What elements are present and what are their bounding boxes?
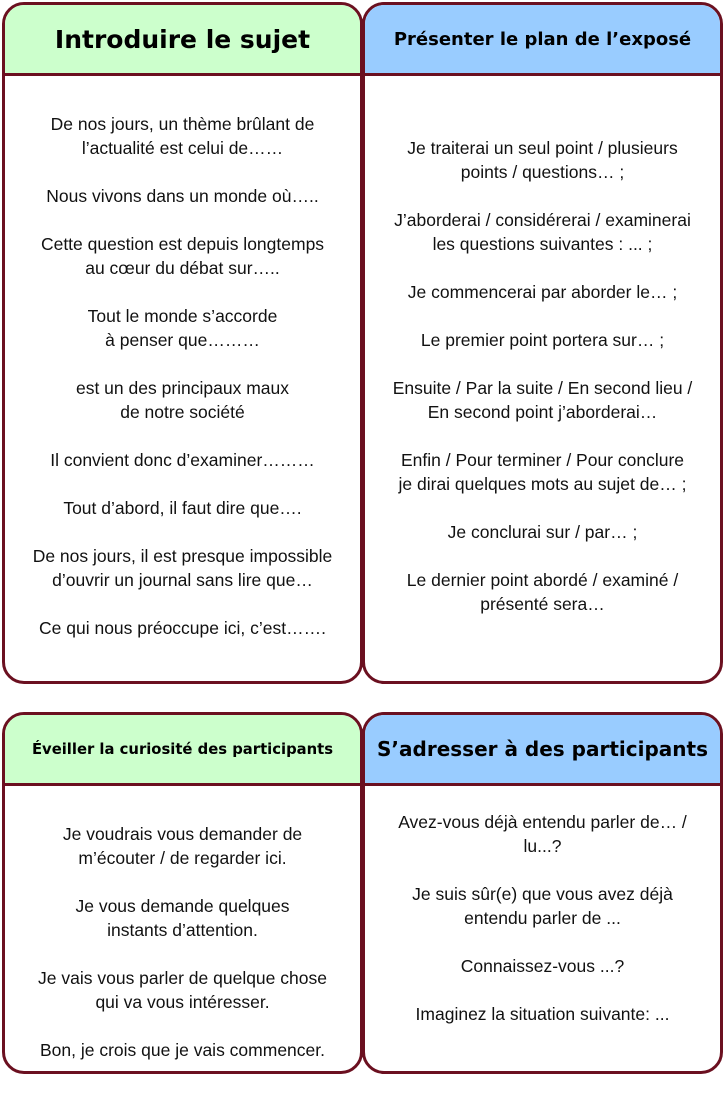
phrase-item: Bon, je crois que je vais commencer.	[40, 1040, 325, 1060]
phrase-item: Je conclurai sur / par… ;	[447, 522, 638, 542]
card-title: Introduire le sujet	[5, 5, 360, 76]
card-title: Éveiller la curiosité des participants	[5, 715, 360, 786]
phrase-item: Connaissez-vous ...?	[460, 956, 625, 976]
phrase-item: est un des principaux maux de notre société	[75, 378, 290, 422]
phrase-item: De nos jours, un thème brûlant de l’actualité est celui de……	[50, 114, 315, 158]
phrase-list	[365, 786, 720, 1071]
card-presenter-le-plan	[362, 2, 723, 684]
phrase-item: Avez-vous déjà entendu parler de… / lu...?	[398, 812, 687, 856]
phrase-item: Je vous demande quelques instants d’attention.	[75, 896, 290, 940]
phrase-item: Je commencerai par aborder le… ;	[407, 282, 678, 302]
phrase-item: Nous vivons dans un monde où…..	[46, 186, 319, 206]
card-s-adresser-aux-participants	[362, 712, 723, 1074]
phrase-item: Imaginez la situation suivante: ...	[415, 1004, 670, 1024]
phrase-item: De nos jours, il est presque impossible d’ouvrir un journal sans lire que…	[32, 546, 333, 590]
card-eveiller-la-curiosite	[2, 712, 363, 1074]
phrase-item: Je suis sûr(e) que vous avez déjà entendu parler de ...	[412, 884, 673, 928]
phrase-item: Je traiterai un seul point / plusieurs points / questions… ;	[407, 138, 678, 182]
phrase-item: Je vais vous parler de quelque chose qui va vous intéresser.	[38, 968, 327, 1012]
phrase-item: Cette question est depuis longtemps au cœur du débat sur…..	[40, 234, 325, 278]
phrase-item: Enfin / Pour terminer / Pour conclure je dirai quelques mots au sujet de… ;	[398, 450, 687, 494]
card-title: Présenter le plan de l’exposé	[365, 5, 720, 76]
phrase-item: J’aborderai / considérerai / examinerai les questions suivantes : ... ;	[394, 210, 691, 254]
phrase-list	[5, 786, 360, 1071]
phrase-item: Le premier point portera sur… ;	[420, 330, 665, 350]
phrase-item: Le dernier point abordé / examiné / présenté sera…	[406, 570, 679, 614]
phrase-list	[5, 76, 360, 681]
phrase-item: Ensuite / Par la suite / En second lieu / En second point j’aborderai…	[392, 378, 693, 422]
phrase-item: Tout le monde s’accorde à penser que………	[87, 306, 278, 350]
phrase-item: Je voudrais vous demander de m’écouter / de regarder ici.	[62, 824, 303, 868]
phrase-list	[365, 76, 720, 681]
phrase-item: Ce qui nous préoccupe ici, c’est…….	[39, 618, 326, 638]
card-introduire-le-sujet	[2, 2, 363, 684]
phrase-item: Il convient donc d’examiner………	[50, 450, 315, 470]
phrase-item: Tout d’abord, il faut dire que….	[63, 498, 302, 518]
card-title: S’adresser à des participants	[365, 715, 720, 786]
